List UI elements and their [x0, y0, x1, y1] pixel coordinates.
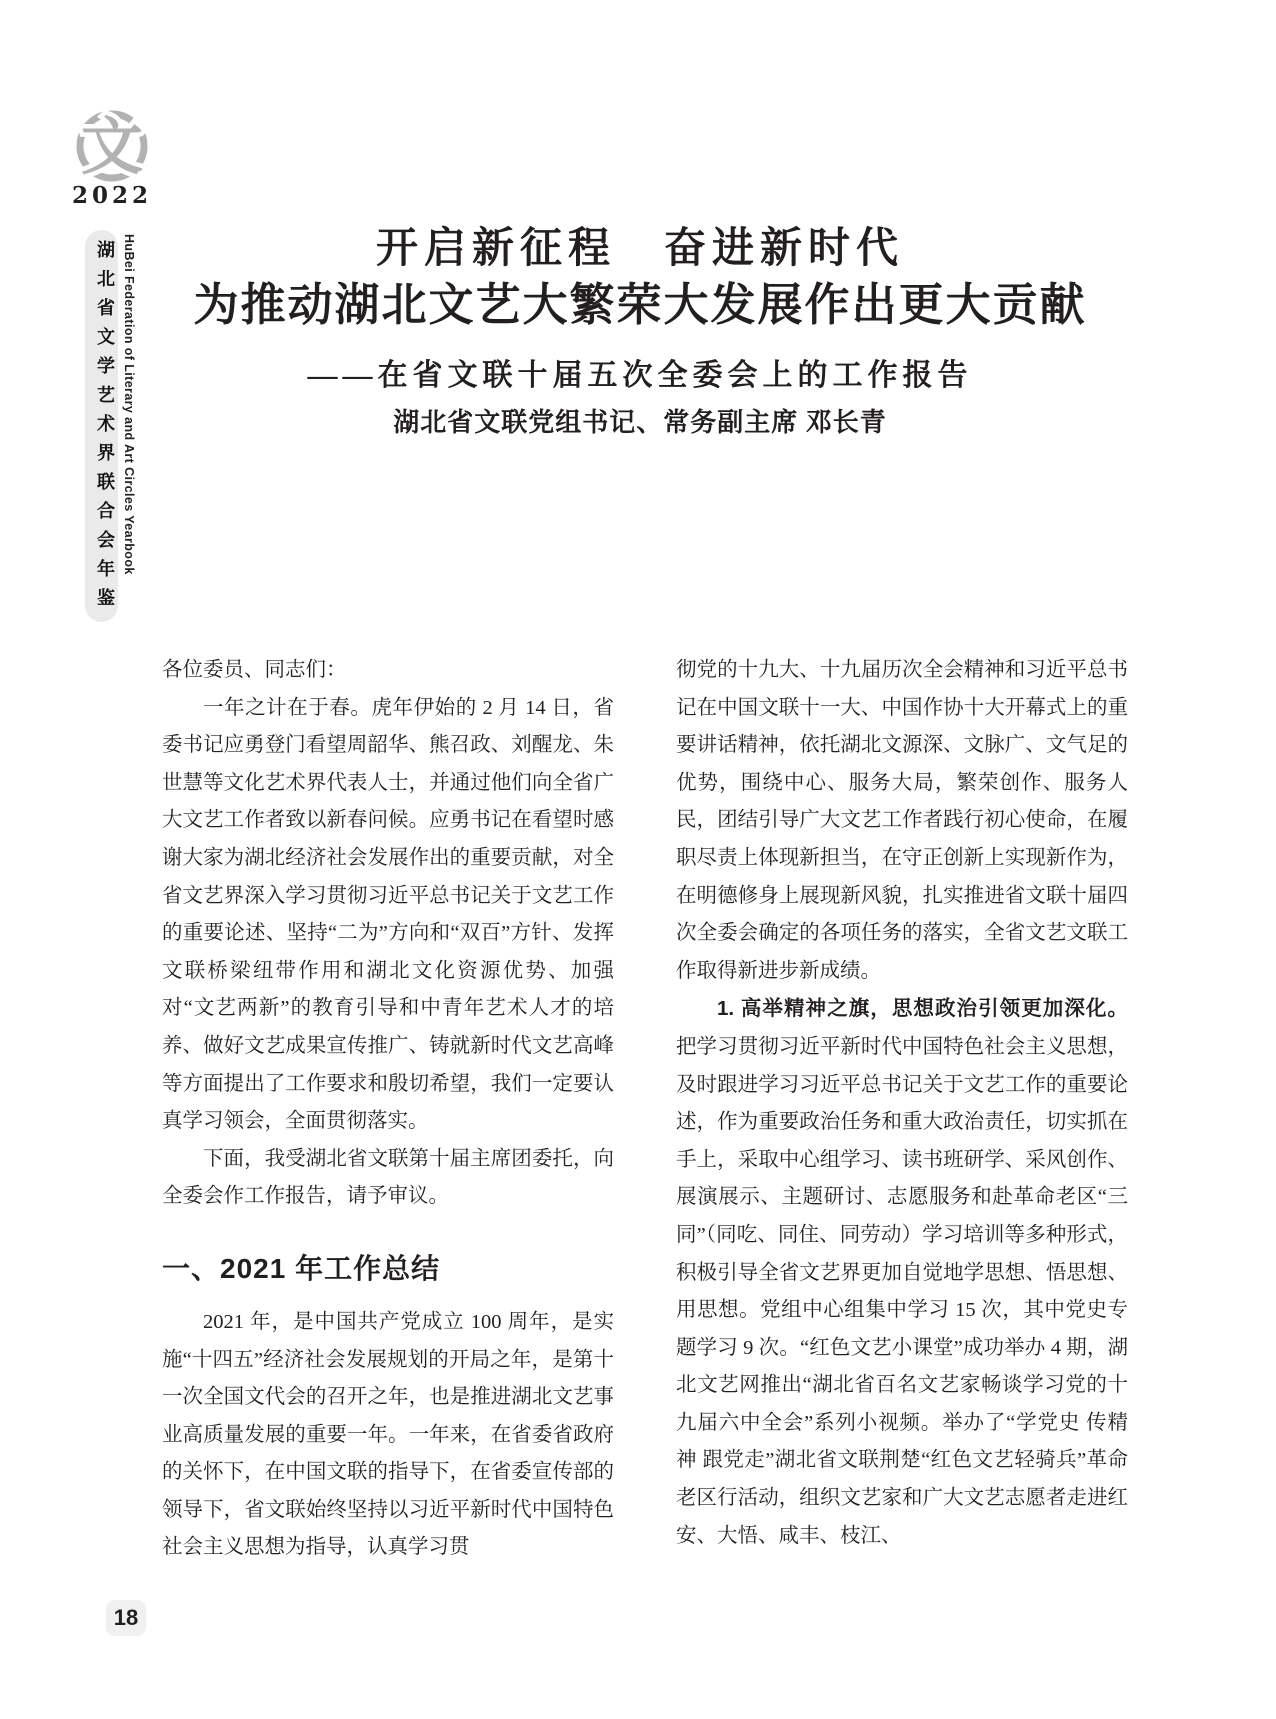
salutation: 各位委员、同志们： [162, 659, 347, 681]
section-heading-2021-summary: 一、2021 年工作总结 [162, 1252, 441, 1284]
article-title-line2: 为推动湖北文艺大繁荣大发展作出更大贡献 [193, 280, 1087, 331]
paragraph: 一年之计在于春。虎年伊始的 2 月 14 日，省委书记应勇登门看望周韶华、熊召政、刘醒龙、朱世慧等文化艺术界代表人士，并通过他们向全省广大文艺工作者致以新春问候。应勇书记在看望时感谢大家为湖北经济社会发展作出的重要贡献，对全省文艺界深入学习贯彻习近平总书记关于文艺工作的重要论述、坚持“二为”方向和“双百”方针、发挥文联桥梁纽带作用和湖北文化资源优势、加强对“文艺两新”的教育引导和中青年艺术人才的培养、做好文艺成果宣传推广、铸就新时代文艺高峰等方面提出了工作要求和殷切希望，我们一定要认真学习领会，全面贯彻落实。 [162, 696, 614, 1133]
item1-body-text: 把学习贯彻习近平新时代中国特色社会主义思想，及时跟进学习习近平总书记关于文艺工作的重要论述，作为重要政治任务和重大政治责任，切实抓在手上，采取中心组学习、读书班研学、采风创作、展演展示、主题研讨、志愿服务和赴革命老区“三同”（同吃、同住、同劳动）学习培训等多种形式，积极引导全省文艺界更加自觉地学思想、悟思想、用思想。党组中心组集中学习 15 次，其中党史专题学习 9 次。“红色文艺小课堂”成功举办 4 期，湖北文艺网推出“湖北省百名文艺家畅谈学习党的十九届六中全会”系列小视频。举办了“学党史 传精神 跟党走”湖北省文联荆楚“红色文艺轻骑兵”革命老区行活动，组织文艺家和广大文艺志愿者走进红安、大悟、咸丰、枝江、 [676, 1035, 1128, 1547]
body-column-right [676, 652, 1128, 1555]
article-byline: 湖北省文联党组书记、常务副主席 邓长青 [393, 407, 887, 437]
headline-block [150, 222, 1130, 439]
paragraph-item1 [676, 990, 1128, 1555]
sidebar-title-vertical: 湖北省文学艺术界联合会年鉴 [95, 240, 115, 617]
paragraph: 2021 年，是中国共产党成立 100 周年，是实施“十四五”经济社会发展规划的开局之年，是第十一次全国文代会的召开之年，也是推进湖北文艺事业高质量发展的重要一年。一年来，在省委省政府的关怀下，在中国文联的指导下，在省委宣传部的领导下，省文联始终坚持以习近平新时代中国特色社会主义思想为指导，认真学习贯 [162, 1310, 614, 1559]
page-number: 18 [106, 1600, 146, 1636]
body-column-left [162, 652, 614, 1567]
article-subtitle: ——在省文联十届五次全委会上的工作报告 [307, 358, 973, 392]
svg-text:文: 文 [80, 114, 144, 182]
item1-bold-lead: 1. 高举精神之旗，思想政治引领更加深化。 [717, 997, 1128, 1021]
wenlian-logo-icon [74, 108, 150, 184]
sidebar-title-english: HuBei Federation of Literary and Art Circles Yearbook [122, 234, 136, 575]
paragraph-continuation: 彻党的十九大、十九届历次全会精神和习近平总书记在中国文联十一大、中国作协十大开幕式上的重要讲话精神，依托湖北文源深、文脉广、文气足的优势，围绕中心、服务大局，繁荣创作、服务人民，团结引导广大文艺工作者践行初心使命，在履职尽责上体现新担当，在守正创新上实现新作为，在明德修身上展现新风貌，扎实推进省文联十届四次全委会确定的各项任务的落实，全省文艺文联工作取得新进步新成绩。 [676, 659, 1128, 982]
yearbook-year: 2022 [71, 182, 152, 209]
article-title-line1: 开启新征程 奋进新时代 [375, 226, 904, 272]
paragraph: 下面，我受湖北省文联第十届主席团委托，向全委会作工作报告，请予审议。 [162, 1147, 614, 1208]
